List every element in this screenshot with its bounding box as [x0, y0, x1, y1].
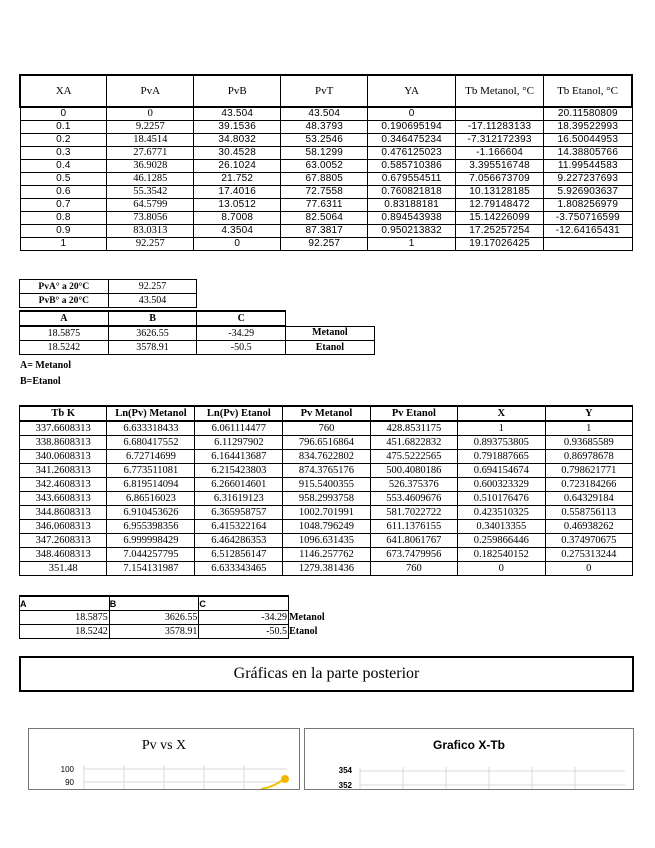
- table-cell: 0.6: [20, 186, 107, 199]
- table-cell: 12.79148472: [456, 199, 544, 212]
- constant-label: PvA° a 20°C: [20, 280, 109, 294]
- data-point: [281, 775, 289, 783]
- table-header-row: [20, 75, 632, 107]
- column-header: Y: [545, 406, 633, 421]
- y-tick-label: 90: [65, 778, 74, 787]
- table-cell: 21.752: [194, 173, 281, 186]
- table-cell: 1279.381436: [283, 562, 370, 576]
- table-cell: 344.8608313: [20, 506, 107, 520]
- table-cell: 1: [458, 421, 545, 436]
- table-cell: 58.1299: [281, 147, 368, 160]
- table-cell: 6.680417552: [107, 436, 195, 450]
- antoine-c: -50.5: [197, 341, 286, 355]
- empty-cell: [289, 596, 379, 611]
- column-header: A: [20, 311, 109, 326]
- table-cell: 30.4528: [194, 147, 281, 160]
- column-header: PvA: [107, 75, 194, 107]
- table-cell: 6.415322164: [195, 520, 283, 534]
- table-cell: 67.8805: [281, 173, 368, 186]
- table-cell: -7.312172393: [456, 134, 544, 147]
- antoine-constants-table: [19, 310, 375, 355]
- table-cell: -3.750716599: [544, 212, 632, 225]
- table-cell: 0.83188181: [368, 199, 456, 212]
- constant-value: 92.257: [108, 280, 197, 294]
- table-row: [20, 506, 633, 520]
- table-cell: 6.86516023: [107, 492, 195, 506]
- table-cell: 18.4514: [107, 134, 194, 147]
- table-cell: 0.679554511: [368, 173, 456, 186]
- table-cell: 1146.257762: [283, 548, 370, 562]
- table-cell: 347.2608313: [20, 534, 107, 548]
- table-cell: 342.4608313: [20, 478, 107, 492]
- column-header: Tb Etanol, °C: [544, 75, 632, 107]
- column-header: B: [108, 311, 197, 326]
- table-cell: 500.4080186: [370, 464, 457, 478]
- table-cell: -1.166604: [456, 147, 544, 160]
- table-cell: 475.5222565: [370, 450, 457, 464]
- table-cell: 53.2546: [281, 134, 368, 147]
- table-cell: 17.4016: [194, 186, 281, 199]
- table-cell: 0.9: [20, 225, 107, 238]
- table-cell: 0.182540152: [458, 548, 545, 562]
- table-cell: 20.11580809: [544, 107, 632, 121]
- y-tick-label: 352: [338, 781, 352, 789]
- table-cell: 6.061114477: [195, 421, 283, 436]
- table-cell: -17.11283133: [456, 121, 544, 134]
- table-cell: 340.0608313: [20, 450, 107, 464]
- table-cell: 346.0608313: [20, 520, 107, 534]
- column-header: Tb K: [20, 406, 107, 421]
- compound-name: Etanol: [286, 341, 375, 355]
- table-cell: 72.7558: [281, 186, 368, 199]
- antoine-b: 3578.91: [109, 625, 199, 639]
- table-cell: 73.8056: [107, 212, 194, 225]
- table-cell: 9.227237693: [544, 173, 632, 186]
- table-cell: 39.1536: [194, 121, 281, 134]
- table-cell: 0.510176476: [458, 492, 545, 506]
- table-header-row: [20, 311, 375, 326]
- table-cell: 0.93685589: [545, 436, 633, 450]
- table-cell: 958.2993758: [283, 492, 370, 506]
- antoine-a: 18.5242: [20, 341, 109, 355]
- table-header-row: [20, 596, 379, 611]
- table-cell: 343.6608313: [20, 492, 107, 506]
- table-cell: 673.7479956: [370, 548, 457, 562]
- table-row: [20, 450, 633, 464]
- chart-x-tb: [304, 728, 634, 790]
- table-cell: 0.694154674: [458, 464, 545, 478]
- table-cell: 6.11297902: [195, 436, 283, 450]
- table-cell: 0.4: [20, 160, 107, 173]
- table-cell: 0.476125023: [368, 147, 456, 160]
- vapor-pressure-table: [19, 74, 633, 251]
- table-cell: 428.8531175: [370, 421, 457, 436]
- table-cell: 0.950213832: [368, 225, 456, 238]
- table-cell: [544, 238, 632, 251]
- antoine-a: 18.5242: [20, 625, 110, 639]
- table-cell: 1: [368, 238, 456, 251]
- table-row: [20, 225, 632, 238]
- table-cell: 19.17026425: [456, 238, 544, 251]
- table-row: [20, 107, 632, 121]
- column-header: XA: [20, 75, 107, 107]
- table-row: [20, 212, 632, 225]
- chart-pv-vs-x: [28, 728, 300, 790]
- table-cell: 0.3: [20, 147, 107, 160]
- column-header: B: [109, 596, 199, 611]
- antoine-c: -50.5: [199, 625, 289, 639]
- table-cell: 348.4608313: [20, 548, 107, 562]
- antoine-b: 3626.55: [108, 326, 197, 341]
- table-cell: 6.365958757: [195, 506, 283, 520]
- table-row: [20, 520, 633, 534]
- table-cell: -12.64165431: [544, 225, 632, 238]
- table-cell: 337.6608313: [20, 421, 107, 436]
- table-cell: 16.50044953: [544, 134, 632, 147]
- column-header: Tb Metanol, °C: [456, 75, 544, 107]
- table-cell: 6.266014601: [195, 478, 283, 492]
- column-header: X: [458, 406, 545, 421]
- table-cell: 6.31619123: [195, 492, 283, 506]
- table-row: [20, 464, 633, 478]
- table-cell: 6.910453626: [107, 506, 195, 520]
- table-row: [20, 534, 633, 548]
- data-series-line: [261, 779, 284, 789]
- table-cell: 611.1376155: [370, 520, 457, 534]
- table-cell: 87.3817: [281, 225, 368, 238]
- table-cell: 0: [107, 107, 194, 121]
- table-cell: 1048.796249: [283, 520, 370, 534]
- table-cell: 0.46938262: [545, 520, 633, 534]
- table-cell: 6.633318433: [107, 421, 195, 436]
- y-tick-label: 354: [338, 766, 352, 775]
- table-cell: 43.504: [194, 107, 281, 121]
- column-header: C: [199, 596, 289, 611]
- table-row: [20, 611, 379, 625]
- column-header: YA: [368, 75, 456, 107]
- table-header-row: [20, 406, 633, 421]
- table-cell: 760: [370, 562, 457, 576]
- table-row: [20, 478, 633, 492]
- column-header: PvB: [194, 75, 281, 107]
- table-cell: 581.7022722: [370, 506, 457, 520]
- table-row: [20, 199, 632, 212]
- table-cell: 26.1024: [194, 160, 281, 173]
- table-row: [20, 147, 632, 160]
- table-row: [20, 294, 197, 308]
- table-cell: 451.6822832: [370, 436, 457, 450]
- pure-vapor-pressure-constants: [19, 279, 197, 308]
- table-cell: 0.798621771: [545, 464, 633, 478]
- antoine-a: 18.5875: [20, 326, 109, 341]
- compound-name: Metanol: [289, 611, 325, 623]
- compound-name: Etanol: [289, 625, 318, 637]
- table-cell: 17.25257254: [456, 225, 544, 238]
- table-cell: 7.154131987: [107, 562, 195, 576]
- table-row: [20, 548, 633, 562]
- table-cell: 3.395516748: [456, 160, 544, 173]
- table-cell: [456, 107, 544, 121]
- antoine-constants-table-2: [19, 595, 379, 639]
- table-cell: 55.3542: [107, 186, 194, 199]
- empty-cell: [286, 311, 375, 326]
- table-cell: 82.5064: [281, 212, 368, 225]
- table-cell: 13.0512: [194, 199, 281, 212]
- table-cell: 6.773511081: [107, 464, 195, 478]
- table-row: [20, 173, 632, 186]
- table-cell: 7.044257795: [107, 548, 195, 562]
- table-cell: 6.164413687: [195, 450, 283, 464]
- table-cell: 0.275313244: [545, 548, 633, 562]
- column-header: Pv Metanol: [283, 406, 370, 421]
- table-cell: 6.72714699: [107, 450, 195, 464]
- column-header: A: [20, 596, 110, 611]
- table-cell: 0.585710386: [368, 160, 456, 173]
- table-cell: 1002.701991: [283, 506, 370, 520]
- legend-note-b: B=Etanol: [20, 376, 61, 387]
- graphs-banner: Gráficas en la parte posterior: [19, 656, 634, 692]
- chart-plot-area: [305, 729, 633, 789]
- table-row: [20, 326, 375, 341]
- table-row: [20, 121, 632, 134]
- table-cell: 0.558756113: [545, 506, 633, 520]
- table-row: [20, 341, 375, 355]
- table-cell: 6.999998429: [107, 534, 195, 548]
- table-cell: 6.633343465: [195, 562, 283, 576]
- table-cell: 0.8: [20, 212, 107, 225]
- table-cell: 1096.631435: [283, 534, 370, 548]
- table-cell: 0.600323329: [458, 478, 545, 492]
- table-row: [20, 186, 632, 199]
- table-row: [20, 160, 632, 173]
- antoine-b: 3578.91: [108, 341, 197, 355]
- y-tick-label: 100: [60, 765, 74, 774]
- legend-note-a: A= Metanol: [20, 360, 71, 371]
- table-cell: 11.99544583: [544, 160, 632, 173]
- table-cell: 338.8608313: [20, 436, 107, 450]
- table-cell: 5.926903637: [544, 186, 632, 199]
- table-cell: 83.0313: [107, 225, 194, 238]
- table-row: [20, 134, 632, 147]
- table-cell: 48.3793: [281, 121, 368, 134]
- chart-title: Grafico X-Tb: [432, 738, 505, 752]
- table-cell: 351.48: [20, 562, 107, 576]
- table-cell: 36.9028: [107, 160, 194, 173]
- table-cell: 0.374970675: [545, 534, 633, 548]
- table-cell: 7.056673709: [456, 173, 544, 186]
- table-cell: 34.8032: [194, 134, 281, 147]
- table-cell: 0.423510325: [458, 506, 545, 520]
- chart-plot-area: [29, 729, 299, 789]
- table-cell: 0: [368, 107, 456, 121]
- table-cell: 796.6516864: [283, 436, 370, 450]
- table-row: [20, 238, 632, 251]
- table-row: [20, 436, 633, 450]
- table-cell: 4.3504: [194, 225, 281, 238]
- table-cell: 0: [545, 562, 633, 576]
- table-cell: 0.760821818: [368, 186, 456, 199]
- column-header: Pv Etanol: [370, 406, 457, 421]
- table-cell: 6.464286353: [195, 534, 283, 548]
- compound-name: Metanol: [286, 326, 375, 341]
- table-cell: 9.2257: [107, 121, 194, 134]
- table-cell: 1: [545, 421, 633, 436]
- table-cell: 1.808256979: [544, 199, 632, 212]
- table-cell: 915.5400355: [283, 478, 370, 492]
- antoine-c: -34.29: [197, 326, 286, 341]
- table-cell: 92.257: [281, 238, 368, 251]
- table-cell: 0: [458, 562, 545, 576]
- table-cell: 0.7: [20, 199, 107, 212]
- table-cell: 0.190695194: [368, 121, 456, 134]
- table-cell: 15.14226099: [456, 212, 544, 225]
- table-cell: 760: [283, 421, 370, 436]
- column-header: C: [197, 311, 286, 326]
- table-cell: 18.39522993: [544, 121, 632, 134]
- table-cell: 6.819514094: [107, 478, 195, 492]
- table-row: [20, 625, 379, 639]
- table-cell: 63.0052: [281, 160, 368, 173]
- table-cell: 27.6771: [107, 147, 194, 160]
- column-header: PvT: [281, 75, 368, 107]
- table-row: [20, 492, 633, 506]
- table-cell: 641.8061767: [370, 534, 457, 548]
- table-cell: 874.3765176: [283, 464, 370, 478]
- table-cell: 0.346475234: [368, 134, 456, 147]
- table-cell: 0.723184266: [545, 478, 633, 492]
- table-cell: 553.4609676: [370, 492, 457, 506]
- table-cell: 0.5: [20, 173, 107, 186]
- table-cell: 0.791887665: [458, 450, 545, 464]
- column-header: Ln(Pv) Etanol: [195, 406, 283, 421]
- table-cell: 0.893753805: [458, 436, 545, 450]
- table-cell: 0: [20, 107, 107, 121]
- table-cell: 526.375376: [370, 478, 457, 492]
- table-cell: 0.86978678: [545, 450, 633, 464]
- table-cell: 10.13128185: [456, 186, 544, 199]
- table-cell: 6.512856147: [195, 548, 283, 562]
- table-cell: 8.7008: [194, 212, 281, 225]
- table-row: [20, 280, 197, 294]
- constant-label: PvB° a 20°C: [20, 294, 109, 308]
- table-cell: 0.34013355: [458, 520, 545, 534]
- table-cell: 6.955398356: [107, 520, 195, 534]
- table-cell: 0.64329184: [545, 492, 633, 506]
- boiling-temperature-table: [19, 405, 633, 576]
- table-cell: 14.38805766: [544, 147, 632, 160]
- column-header: Ln(Pv) Metanol: [107, 406, 195, 421]
- table-cell: 0.259866446: [458, 534, 545, 548]
- table-row: [20, 562, 633, 576]
- table-cell: 92.257: [107, 238, 194, 251]
- table-cell: 77.6311: [281, 199, 368, 212]
- antoine-c: -34.29: [199, 611, 289, 625]
- table-cell: 0.2: [20, 134, 107, 147]
- table-cell: 43.504: [281, 107, 368, 121]
- chart-title: Pv vs X: [141, 738, 187, 753]
- table-cell: 0: [194, 238, 281, 251]
- table-cell: 6.215423803: [195, 464, 283, 478]
- table-cell: 0.1: [20, 121, 107, 134]
- table-row: [20, 421, 633, 436]
- constant-value: 43.504: [108, 294, 197, 308]
- table-cell: 0.894543938: [368, 212, 456, 225]
- antoine-a: 18.5875: [20, 611, 110, 625]
- table-cell: 834.7622802: [283, 450, 370, 464]
- table-cell: 341.2608313: [20, 464, 107, 478]
- antoine-b: 3626.55: [109, 611, 199, 625]
- table-cell: 64.5799: [107, 199, 194, 212]
- table-cell: 1: [20, 238, 107, 251]
- table-cell: 46.1285: [107, 173, 194, 186]
